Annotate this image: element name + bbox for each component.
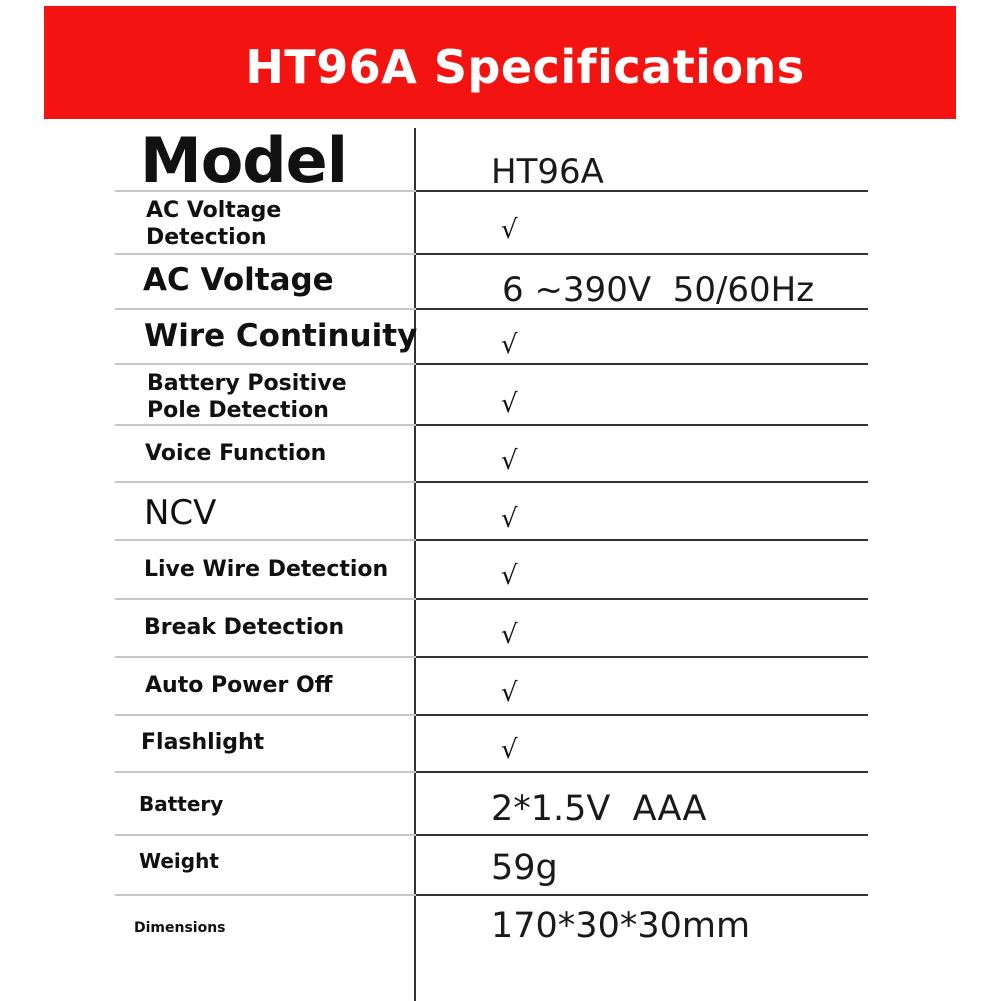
row-separator	[414, 834, 868, 836]
spec-label-ac-voltage: AC Voltage	[143, 262, 334, 298]
row-separator	[414, 190, 868, 192]
spec-label-break-detection: Break Detection	[144, 615, 345, 640]
spec-value-flashlight: √	[501, 735, 518, 765]
title-banner	[44, 6, 956, 119]
spec-value-live-wire-detection: √	[501, 561, 518, 591]
page-title: HT96A Specifications	[245, 40, 805, 94]
row-separator	[414, 714, 868, 716]
row-separator	[115, 481, 416, 483]
spec-label-ncv: NCV	[144, 493, 217, 533]
spec-value-break-detection: √	[501, 620, 518, 650]
row-separator	[115, 598, 416, 600]
row-separator	[414, 894, 868, 896]
row-separator	[115, 656, 416, 658]
spec-label-wire-continuity: Wire Continuity	[144, 318, 418, 354]
spec-value-wire-continuity: √	[501, 330, 518, 360]
spec-value-auto-power-off: √	[501, 678, 518, 708]
row-separator	[115, 771, 416, 773]
row-separator	[414, 424, 868, 426]
spec-label-weight: Weight	[139, 849, 219, 873]
column-divider	[414, 128, 416, 1001]
spec-label-voice-function: Voice Function	[145, 441, 327, 466]
row-separator	[414, 539, 868, 541]
row-separator	[414, 253, 868, 255]
row-separator	[115, 308, 416, 310]
row-separator	[414, 481, 868, 483]
spec-label-live-wire-detection: Live Wire Detection	[144, 557, 389, 582]
row-separator	[115, 424, 416, 426]
spec-value-weight: 59g	[491, 848, 558, 888]
row-separator	[115, 894, 416, 896]
spec-label-auto-power-off: Auto Power Off	[145, 673, 333, 698]
spec-label-battery-positive-pole: Battery Positive Pole Detection	[147, 371, 347, 423]
row-separator	[115, 834, 416, 836]
row-separator	[414, 656, 868, 658]
spec-value-voice-function: √	[501, 446, 518, 476]
spec-value-battery: 2*1.5V AAA	[491, 789, 707, 829]
row-separator	[115, 539, 416, 541]
spec-value-model: HT96A	[491, 152, 604, 192]
spec-label-model: Model	[140, 124, 347, 197]
row-separator	[115, 253, 416, 255]
spec-value-ac-voltage: 6 ~390V 50/60Hz	[502, 270, 815, 310]
spec-label-flashlight: Flashlight	[141, 730, 265, 755]
spec-value-ncv: √	[501, 504, 518, 534]
row-separator	[115, 714, 416, 716]
spec-label-battery: Battery	[139, 792, 224, 816]
row-separator	[414, 771, 868, 773]
spec-value-dimensions: 170*30*30mm	[491, 906, 751, 946]
spec-label-dimensions: Dimensions	[134, 920, 226, 936]
spec-value-battery-positive-pole: √	[501, 389, 518, 419]
row-separator	[115, 363, 416, 365]
spec-value-ac-voltage-detection: √	[501, 215, 518, 245]
spec-label-ac-voltage-detection: AC Voltage Detection	[146, 198, 282, 250]
row-separator	[414, 363, 868, 365]
row-separator	[414, 598, 868, 600]
